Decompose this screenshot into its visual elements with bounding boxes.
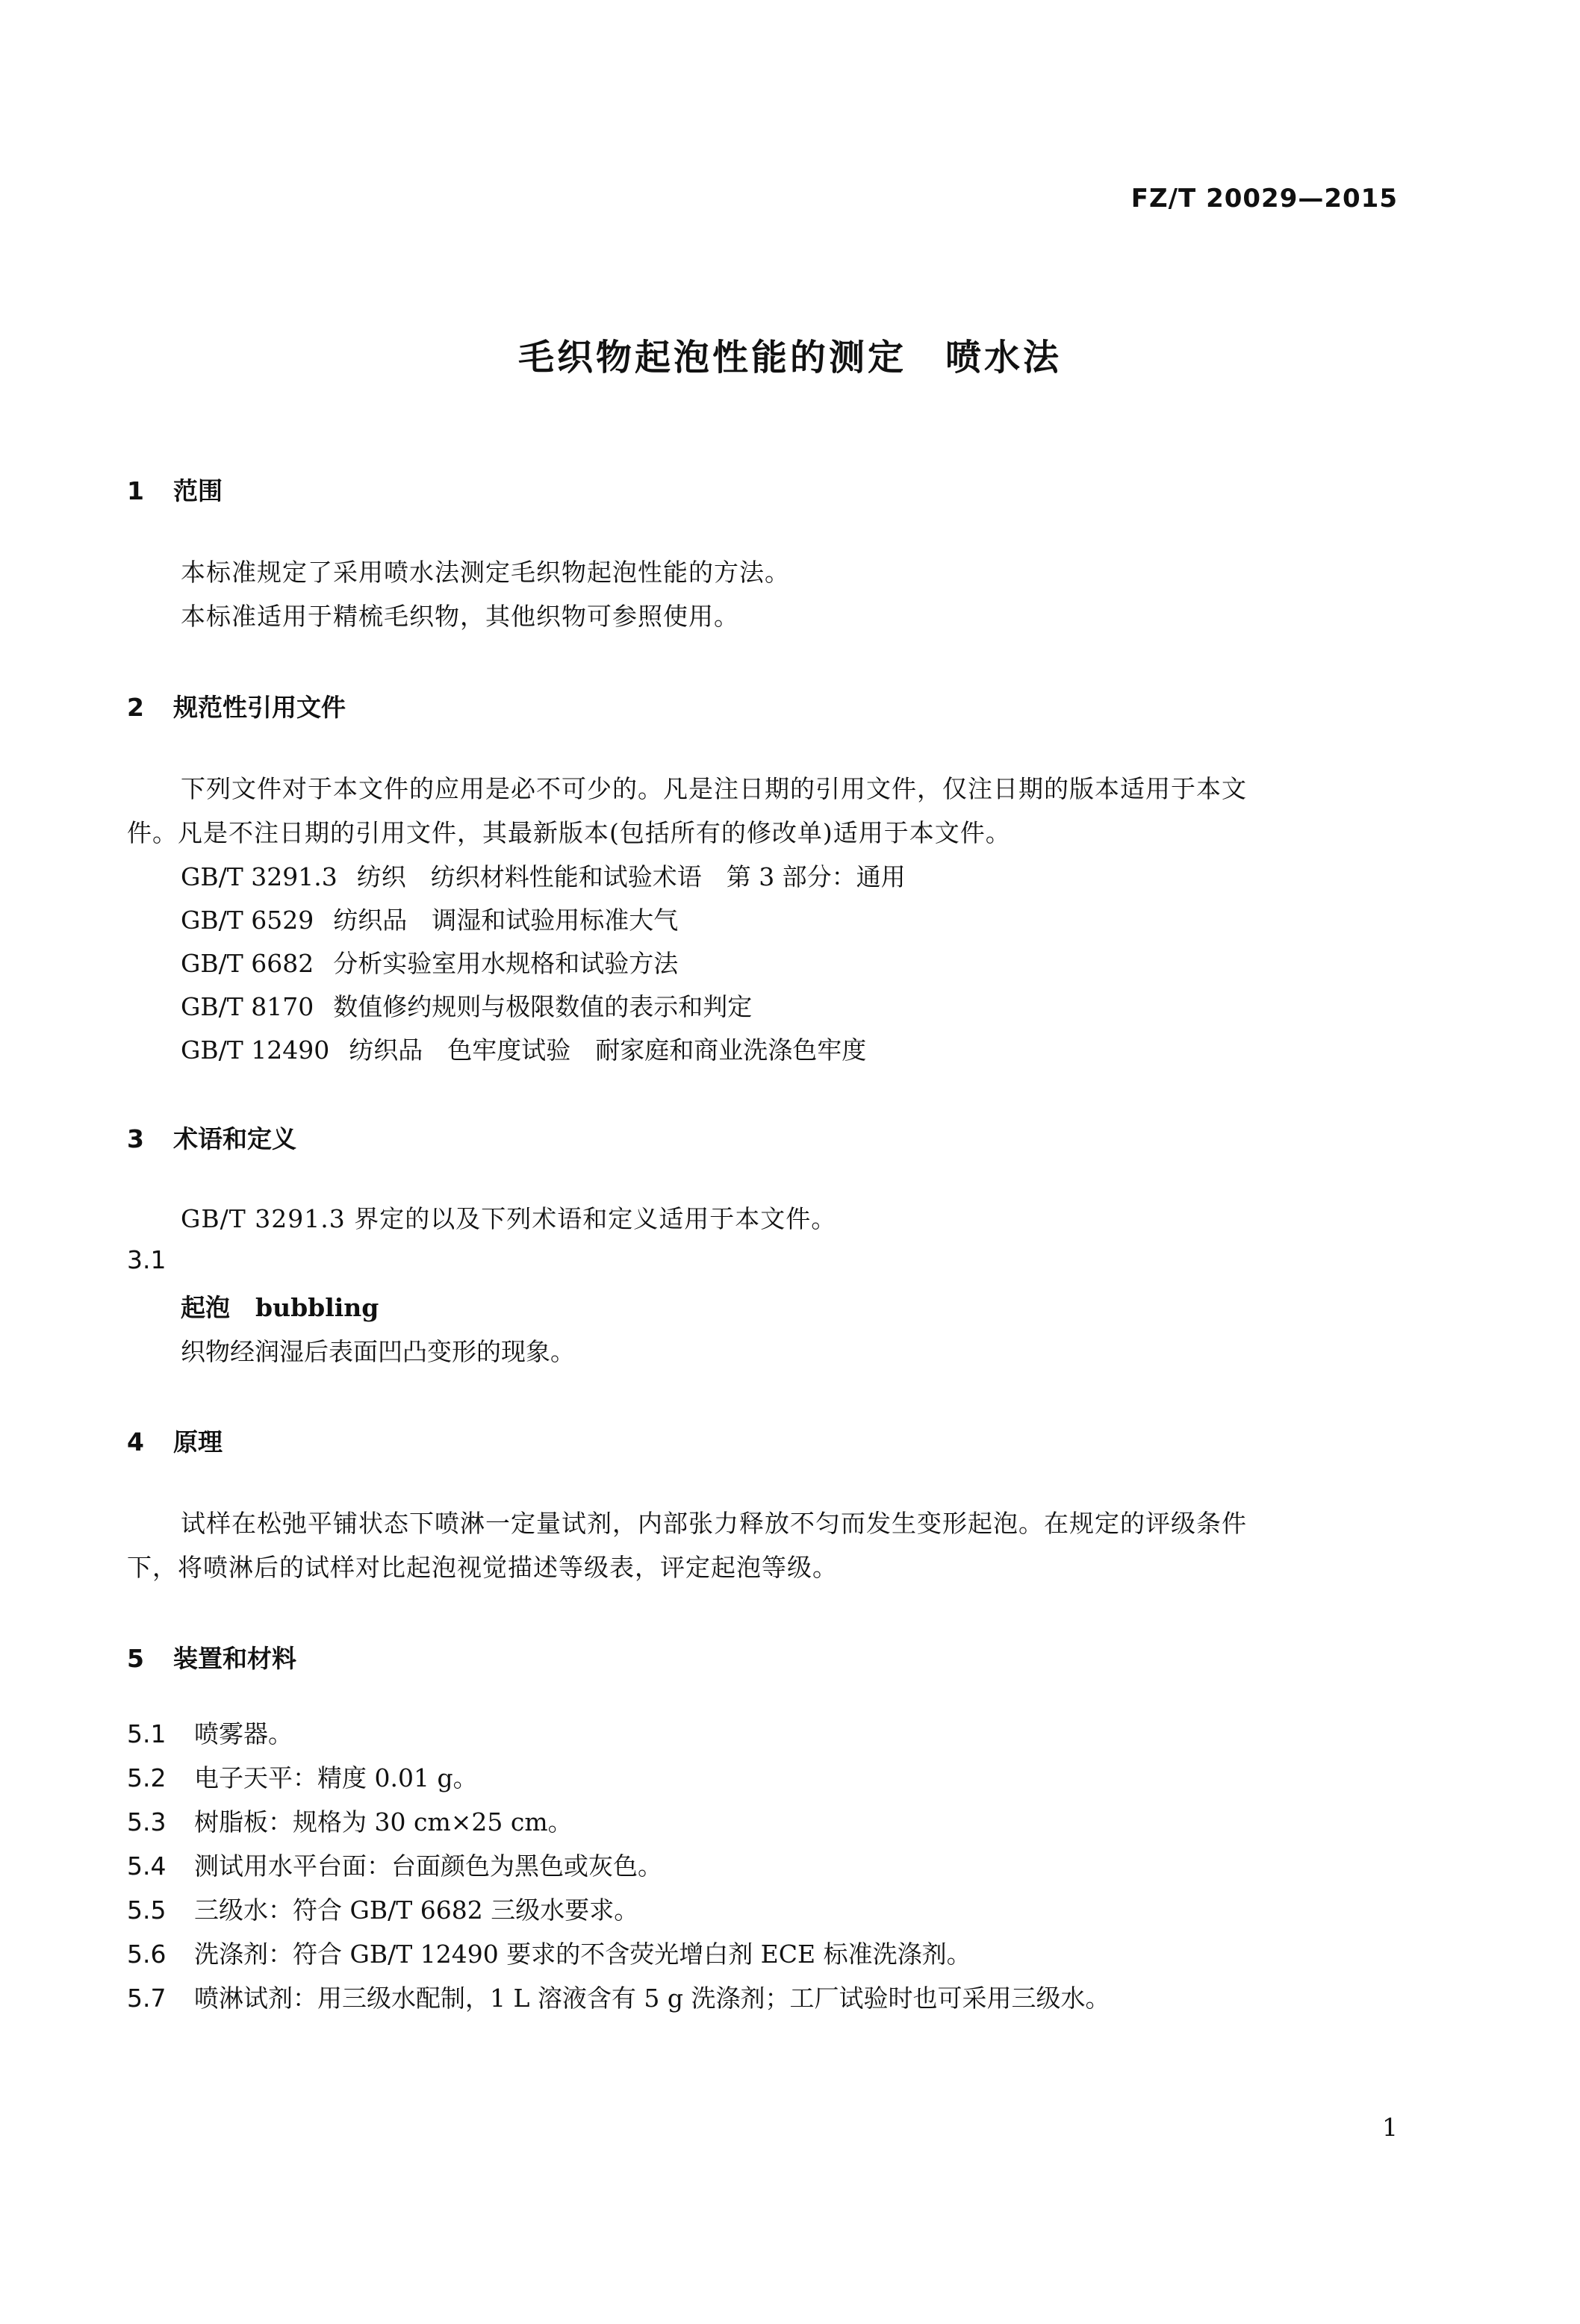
section-5-heading bbox=[127, 1639, 296, 1675]
normative-reference-list bbox=[181, 856, 906, 1072]
reference-code: GB/T 12490 bbox=[181, 1035, 330, 1065]
list-item bbox=[127, 1756, 1110, 1800]
section-3-heading bbox=[127, 1120, 296, 1155]
apparatus-list bbox=[127, 1712, 1110, 2020]
list-item bbox=[127, 1844, 1110, 1888]
reference-item bbox=[181, 942, 906, 985]
item-text: 树脂板：规格为 30 cm×25 cm。 bbox=[194, 1807, 573, 1837]
section-title: 原理 bbox=[173, 1427, 223, 1457]
document-title: 毛织物起泡性能的测定 喷水法 bbox=[517, 337, 1062, 378]
paragraph: 本标准适用于精梳毛织物，其他织物可参照使用。 bbox=[181, 602, 739, 631]
item-number: 5.6 bbox=[127, 1940, 167, 1969]
item-text: 喷雾器。 bbox=[194, 1719, 293, 1748]
paragraph: GB/T 3291.3 界定的以及下列术语和定义适用于本文件。 bbox=[181, 1204, 837, 1233]
item-number: 5.4 bbox=[127, 1851, 167, 1881]
term-entry bbox=[181, 1289, 379, 1324]
reference-code: GB/T 6529 bbox=[181, 906, 314, 935]
reference-code: GB/T 8170 bbox=[181, 992, 314, 1021]
list-item bbox=[127, 1800, 1110, 1844]
item-text: 洗涤剂：符合 GB/T 12490 要求的不含荧光增白剂 ECE 标准洗涤剂。 bbox=[194, 1940, 971, 1969]
section-number: 4 bbox=[127, 1427, 144, 1457]
section-number: 3 bbox=[127, 1124, 144, 1153]
item-number: 5.7 bbox=[127, 1984, 167, 2013]
list-item bbox=[127, 1888, 1110, 1932]
item-text: 测试用水平台面：台面颜色为黑色或灰色。 bbox=[194, 1851, 662, 1881]
section-2-heading bbox=[127, 688, 346, 723]
list-item bbox=[127, 1932, 1110, 1976]
section-title: 范围 bbox=[173, 476, 223, 505]
section-number: 2 bbox=[127, 693, 144, 722]
list-item bbox=[127, 1976, 1110, 2020]
section-number: 1 bbox=[127, 476, 144, 505]
section-1-heading bbox=[127, 472, 223, 507]
page-number: 1 bbox=[1382, 2113, 1398, 2142]
term-chinese: 起泡 bbox=[181, 1293, 230, 1322]
standard-code: FZ/T 20029—2015 bbox=[1130, 184, 1398, 214]
paragraph-continuation: 下，将喷淋后的试样对比起泡视觉描述等级表，评定起泡等级。 bbox=[127, 1553, 838, 1582]
reference-code: GB/T 6682 bbox=[181, 949, 314, 978]
reference-title: 分析实验室用水规格和试验方法 bbox=[333, 949, 679, 978]
section-title: 术语和定义 bbox=[173, 1124, 296, 1153]
item-number: 5.2 bbox=[127, 1763, 167, 1792]
item-text: 电子天平：精度 0.01 g。 bbox=[194, 1763, 478, 1792]
reference-item bbox=[181, 1029, 906, 1072]
reference-item bbox=[181, 985, 906, 1029]
reference-title: 纺织品 调湿和试验用标准大气 bbox=[333, 906, 679, 935]
term-number: 3.1 bbox=[127, 1245, 167, 1274]
section-4-heading bbox=[127, 1423, 223, 1458]
list-item bbox=[127, 1712, 1110, 1756]
section-title: 装置和材料 bbox=[173, 1644, 296, 1673]
item-number: 5.1 bbox=[127, 1719, 167, 1748]
term-definition: 织物经润湿后表面凹凸变形的现象。 bbox=[181, 1337, 575, 1366]
item-number: 5.5 bbox=[127, 1895, 167, 1925]
term-english: bubbling bbox=[255, 1293, 379, 1322]
reference-code: GB/T 3291.3 bbox=[181, 862, 338, 891]
reference-item bbox=[181, 899, 906, 942]
item-text: 三级水：符合 GB/T 6682 三级水要求。 bbox=[194, 1895, 639, 1925]
paragraph: 试样在松弛平铺状态下喷淋一定量试剂，内部张力释放不匀而发生变形起泡。在规定的评级条件 bbox=[181, 1509, 1247, 1538]
paragraph: 下列文件对于本文件的应用是必不可少的。凡是注日期的引用文件，仅注日期的版本适用于本文 bbox=[181, 774, 1247, 803]
item-text: 喷淋试剂：用三级水配制，1 L 溶液含有 5 g 洗涤剂；工厂试验时也可采用三级水。 bbox=[194, 1984, 1110, 2013]
item-number: 5.3 bbox=[127, 1807, 167, 1837]
section-number: 5 bbox=[127, 1644, 144, 1673]
reference-title: 数值修约规则与极限数值的表示和判定 bbox=[333, 992, 753, 1021]
paragraph: 本标准规定了采用喷水法测定毛织物起泡性能的方法。 bbox=[181, 558, 790, 587]
reference-title: 纺织 纺织材料性能和试验术语 第 3 部分：通用 bbox=[356, 862, 906, 891]
reference-title: 纺织品 色牢度试验 耐家庭和商业洗涤色牢度 bbox=[349, 1035, 867, 1065]
section-title: 规范性引用文件 bbox=[173, 693, 346, 722]
paragraph-continuation: 件。凡是不注日期的引用文件，其最新版本(包括所有的修改单)适用于本文件。 bbox=[127, 818, 1011, 847]
reference-item bbox=[181, 856, 906, 899]
